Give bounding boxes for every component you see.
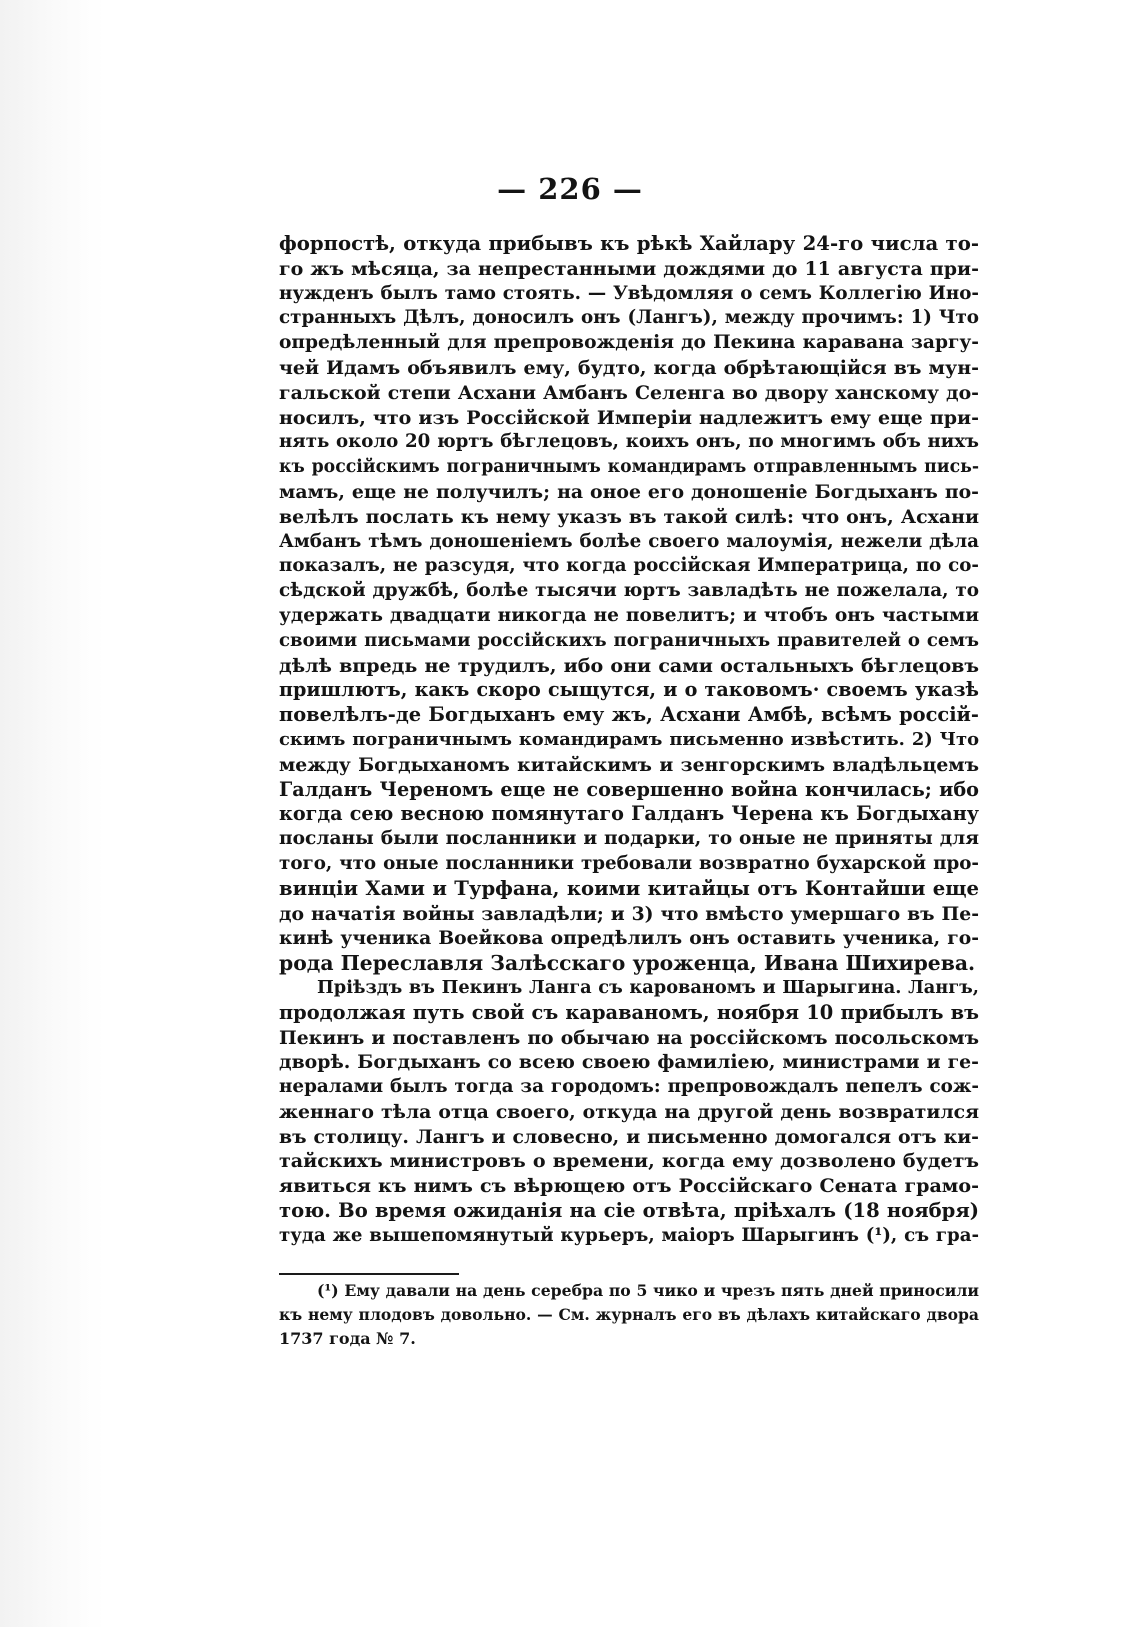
text-line: дѣлѣ впредь не трудилъ, ибо они сами остальныхъ бѣглецовъ xyxy=(279,654,979,677)
text-line: туда же вышепомянутый курьеръ, маіоръ Шарыгинъ (¹), съ гра- xyxy=(279,1224,979,1246)
text-line: женнаго тѣла отца своего, откуда на другой день возвратился xyxy=(279,1100,979,1123)
text-line: повелѣлъ-де Богдыханъ ему жъ, Асхани Амбѣ, всѣмъ россій- xyxy=(279,703,979,727)
text-line: нять около 20 юртъ бѣглецовъ, коихъ онъ, по многимъ объ нихъ xyxy=(279,431,979,453)
text-line: винціи Хами и Турфана, коими китайцы отъ Контайши еще xyxy=(279,876,979,900)
scan-edge-shade xyxy=(0,0,105,1627)
text-line: до начатія войны завладѣли; и 3) что вмѣсто умершаго въ Пе- xyxy=(279,902,979,925)
text-line: того, что оные посланники требовали возвратно бухарской про- xyxy=(279,852,979,874)
footnote-line: 1737 года № 7. xyxy=(279,1329,416,1348)
text-line: рода Переславля Залѣсскаго уроженца, Ивана Шихирева. xyxy=(279,951,976,976)
text-line: форпостѣ, откуда прибывъ къ рѣкѣ Хайлару 24-го числа то- xyxy=(279,232,979,255)
footnote-line: (¹) Ему давали на день серебра по 5 чико и чрезъ пять дней приносили xyxy=(317,1281,979,1300)
footnote-divider xyxy=(279,1273,459,1275)
footnotes xyxy=(279,1279,979,1351)
text-line: тою. Во время ожиданія на сіе отвѣта, пріѣхалъ (18 ноября) xyxy=(279,1199,979,1223)
text-line: въ столицу. Лангъ и словесно, и письменно домогался отъ ки- xyxy=(279,1125,979,1148)
page-number: — 226 — xyxy=(497,172,643,206)
text-line: нужденъ былъ тамо стоять. — Увѣдомляя о семъ Коллегію Ино- xyxy=(279,282,979,304)
text-line: показалъ, не разсудя, что когда россійская Императрица, по со- xyxy=(279,555,979,577)
text-line: чей Идамъ объявилъ ему, будто, когда обрѣтающійся въ мун- xyxy=(279,356,979,379)
text-line: скимъ пограничнымъ командирамъ письменно извѣстить. 2) Что xyxy=(279,728,979,750)
text-line: пришлютъ, какъ скоро сыщутся, и о таковомъ· своемъ указѣ xyxy=(279,678,979,702)
text-line: мамъ, еще не получилъ; на оное его доношеніе Богдыханъ по- xyxy=(279,480,979,503)
text-line: сѣдской дружбѣ, болѣе тысячи юртъ завладѣть не пожелала, то xyxy=(279,580,979,602)
text-line: дворѣ. Богдыханъ со всею своею фамиліею, министрами и ге- xyxy=(279,1051,979,1074)
text-line: посланы были посланники и подарки, то оные не приняты для xyxy=(279,828,979,850)
main-text xyxy=(279,232,979,1249)
text-line: велѣлъ послать къ нему указъ въ такой силѣ: что онъ, Асхани xyxy=(279,505,979,528)
text-line: продолжая путь свой съ караваномъ, ноября 10 прибылъ въ xyxy=(279,1000,979,1024)
text-line: носилъ, что изъ Россійской Имперіи надлежитъ ему еще при- xyxy=(279,406,979,429)
text-line: странныхъ Дѣлъ, доносилъ онъ (Лангъ), между прочимъ: 1) Что xyxy=(279,307,979,329)
text-line: къ россійскимъ пограничнымъ командирамъ отправленнымъ пись- xyxy=(279,457,979,478)
section-heading-line: Пріѣздъ въ Пекинъ Ланга съ карованомъ и Шарыгина. Лангъ, xyxy=(317,976,979,998)
text-line: нералами былъ тогда за городомъ: препровождалъ пепелъ сож- xyxy=(279,1076,979,1098)
text-line: Амбанъ тѣмъ доношеніемъ болѣе своего малоумія, нежели дѣла xyxy=(279,530,979,552)
text-line: когда сею весною помянутаго Галданъ Черена къ Богдыхану xyxy=(279,802,979,826)
text-line: Пекинъ и поставленъ по обычаю на россійскомъ посольскомъ xyxy=(279,1026,979,1049)
footnote-line: къ нему плодовъ довольно. — См. журналъ его въ дѣлахъ китайскаго двора xyxy=(279,1305,979,1324)
text-line: между Богдыханомъ китайскимъ и зенгорскимъ владѣльцемъ xyxy=(279,753,979,776)
text-line: гальской степи Асхани Амбанъ Селенга во двору ханскому до- xyxy=(279,381,979,404)
text-line: своими письмами россійскихъ пограничныхъ правителей о семъ xyxy=(279,629,979,651)
text-line: опредѣленный для препровожденія до Пекина каравана заргу- xyxy=(279,332,979,354)
text-line: явиться къ нимъ съ вѣрющею отъ Россійскаго Сената грамо- xyxy=(279,1175,979,1198)
text-line: го жъ мѣсяца, за непрестанными дождями до 11 августа при- xyxy=(279,257,979,280)
text-line: тайскихъ министровъ о времени, когда ему дозволено будетъ xyxy=(279,1150,979,1173)
text-line: удержать двадцати никогда не повелитъ; и чтобъ онъ частыми xyxy=(279,604,979,626)
text-line: кинѣ ученика Воейкова опредѣлилъ онъ оставить ученика, го- xyxy=(279,927,979,950)
text-line: Галданъ Череномъ еще не совершенно война кончилась; ибо xyxy=(279,777,979,801)
